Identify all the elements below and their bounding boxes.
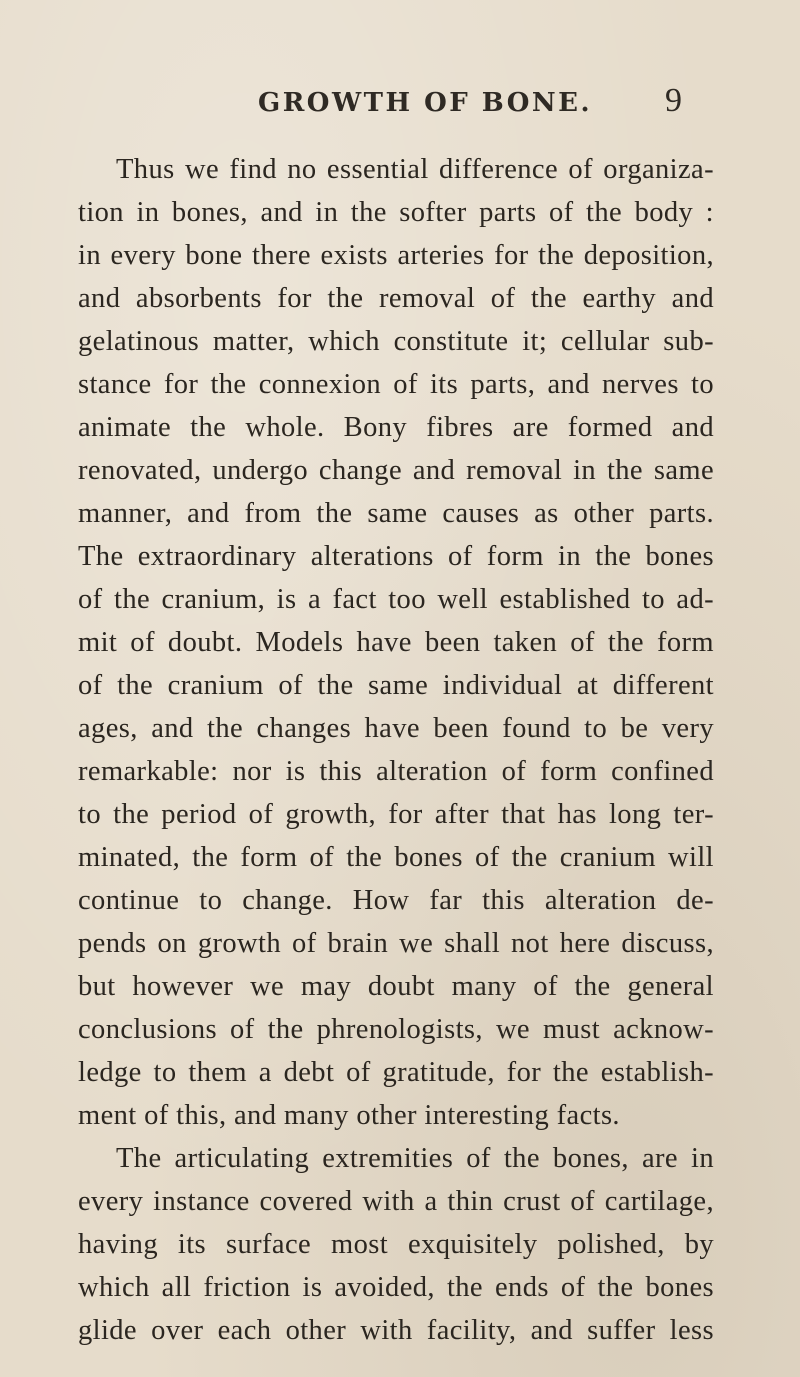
text-line: having its surface most exquisitely polished, by [78, 1229, 714, 1260]
running-head [0, 82, 800, 126]
text-line: continue to change. How far this alteration de- [78, 885, 714, 916]
text-line: gelatinous matter, which constitute it; cellular sub- [78, 326, 714, 357]
text-line: every instance covered with a thin crust of cartilage, [78, 1186, 714, 1217]
text-line: glide over each other with facility, and suffer less [78, 1315, 714, 1346]
text-line: minated, the form of the bones of the cranium will [78, 842, 714, 873]
text-line: conclusions of the phrenologists, we must acknow- [78, 1014, 714, 1045]
text-line: manner, and from the same causes as other parts. [78, 498, 714, 529]
text-line: stance for the connexion of its parts, and nerves to [78, 369, 714, 400]
text-line: but however we may doubt many of the general [78, 971, 714, 1002]
text-line: The articulating extremities of the bones, are in [116, 1143, 714, 1174]
text-line: in every bone there exists arteries for the deposition, [78, 240, 714, 271]
text-line: remarkable: nor is this alteration of form confined [78, 756, 714, 787]
page-number: 9 [665, 82, 682, 119]
text-line: and absorbents for the removal of the earthy and [78, 283, 714, 314]
text-line: of the cranium, is a fact too well established to ad- [78, 584, 714, 615]
text-line: The extraordinary alterations of form in the bones [78, 541, 714, 572]
text-line: animate the whole. Bony fibres are formed and [78, 412, 714, 443]
running-title: GROWTH OF BONE. [258, 88, 593, 118]
text-line: renovated, undergo change and removal in the same [78, 455, 714, 486]
text-line: pends on growth of brain we shall not here discuss, [78, 928, 714, 959]
text-line: ment of this, and many other interesting facts. [78, 1100, 620, 1131]
text-line: ages, and the changes have been found to be very [78, 713, 714, 744]
text-line: of the cranium of the same individual at different [78, 670, 714, 701]
text-line: ledge to them a debt of gratitude, for the establish- [78, 1057, 714, 1088]
text-line: Thus we find no essential difference of organiza- [116, 154, 714, 185]
text-line: to the period of growth, for after that has long ter- [78, 799, 714, 830]
text-line: tion in bones, and in the softer parts of the body : [78, 197, 714, 228]
text-line: which all friction is avoided, the ends of the bones [78, 1272, 714, 1303]
text-line: mit of doubt. Models have been taken of the form [78, 627, 714, 658]
